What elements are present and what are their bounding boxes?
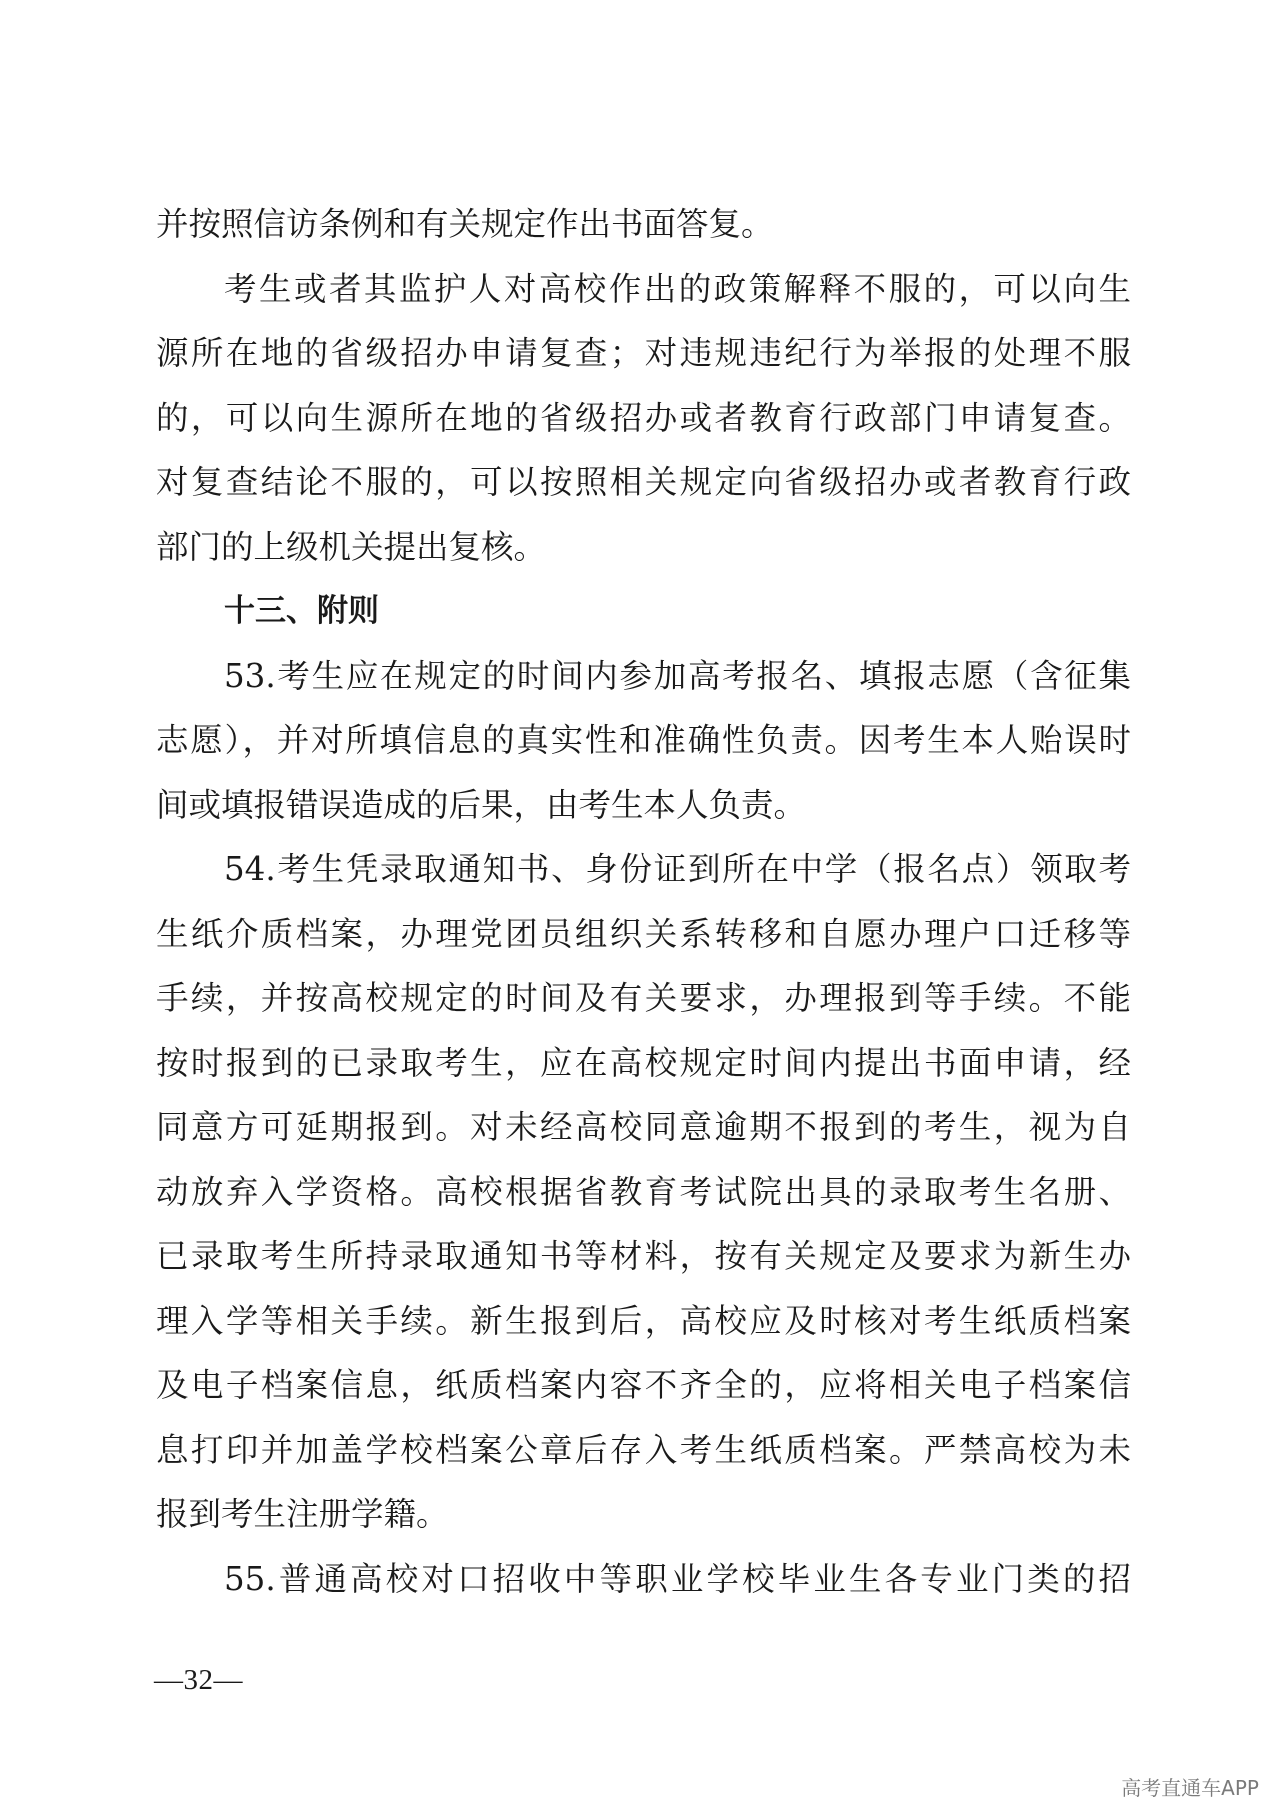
text-line: 同意方可延期报到。对未经高校同意逾期不报到的考生，视为自: [156, 1108, 1131, 1146]
text-line: 报到考生注册学籍。: [156, 1495, 449, 1533]
text-line: 按时报到的已录取考生，应在高校规定时间内提出书面申请，经: [156, 1043, 1131, 1082]
text-line: 部门的上级机关提出复核。: [156, 527, 547, 566]
section-heading: 十三、附则: [224, 593, 379, 629]
body-text: [156, 192, 1131, 1611]
page-number: —32—: [154, 1664, 243, 1696]
text-line: 间或填报错误造成的后果，由考生本人负责。: [156, 785, 807, 824]
text-line: 已录取考生所持录取通知书等材料，按有关规定及要求为新生办: [156, 1237, 1131, 1275]
text-line: 息打印并加盖学校档案公章后存入考生纸质档案。严禁高校为未: [156, 1430, 1131, 1469]
text-line: 并按照信访条例和有关规定作出书面答复。: [156, 205, 774, 243]
watermark-text: 高考直通车APP: [1121, 1776, 1259, 1800]
text-line: 及电子档案信息，纸质档案内容不齐全的，应将相关电子档案信: [156, 1366, 1131, 1404]
text-line: 53.考生应在规定的时间内参加高考报名、填报志愿（含征集: [224, 656, 1131, 695]
text-line: 的，可以向生源所在地的省级招办或者教育行政部门申请复查。: [156, 398, 1131, 437]
text-line: 对复查结论不服的，可以按照相关规定向省级招办或者教育行政: [156, 463, 1131, 501]
text-line: 志愿），并对所填信息的真实性和准确性负责。因考生本人贻误时: [156, 721, 1131, 759]
text-line: 理入学等相关手续。新生报到后，高校应及时核对考生纸质档案: [156, 1301, 1131, 1340]
text-line: 生纸介质档案，办理党团员组织关系转移和自愿办理户口迁移等: [156, 914, 1131, 953]
text-line: 55.普通高校对口招收中等职业学校毕业生各专业门类的招: [224, 1559, 1131, 1598]
text-line: 手续，并按高校规定的时间及有关要求，办理报到等手续。不能: [156, 979, 1131, 1017]
text-line: 源所在地的省级招办申请复查；对违规违纪行为举报的处理不服: [156, 334, 1131, 372]
text-line: 考生或者其监护人对高校作出的政策解释不服的，可以向生: [224, 269, 1131, 308]
text-line: 动放弃入学资格。高校根据省教育考试院出具的录取考生名册、: [156, 1172, 1131, 1211]
text-line: 54.考生凭录取通知书、身份证到所在中学（报名点）领取考: [224, 850, 1131, 888]
